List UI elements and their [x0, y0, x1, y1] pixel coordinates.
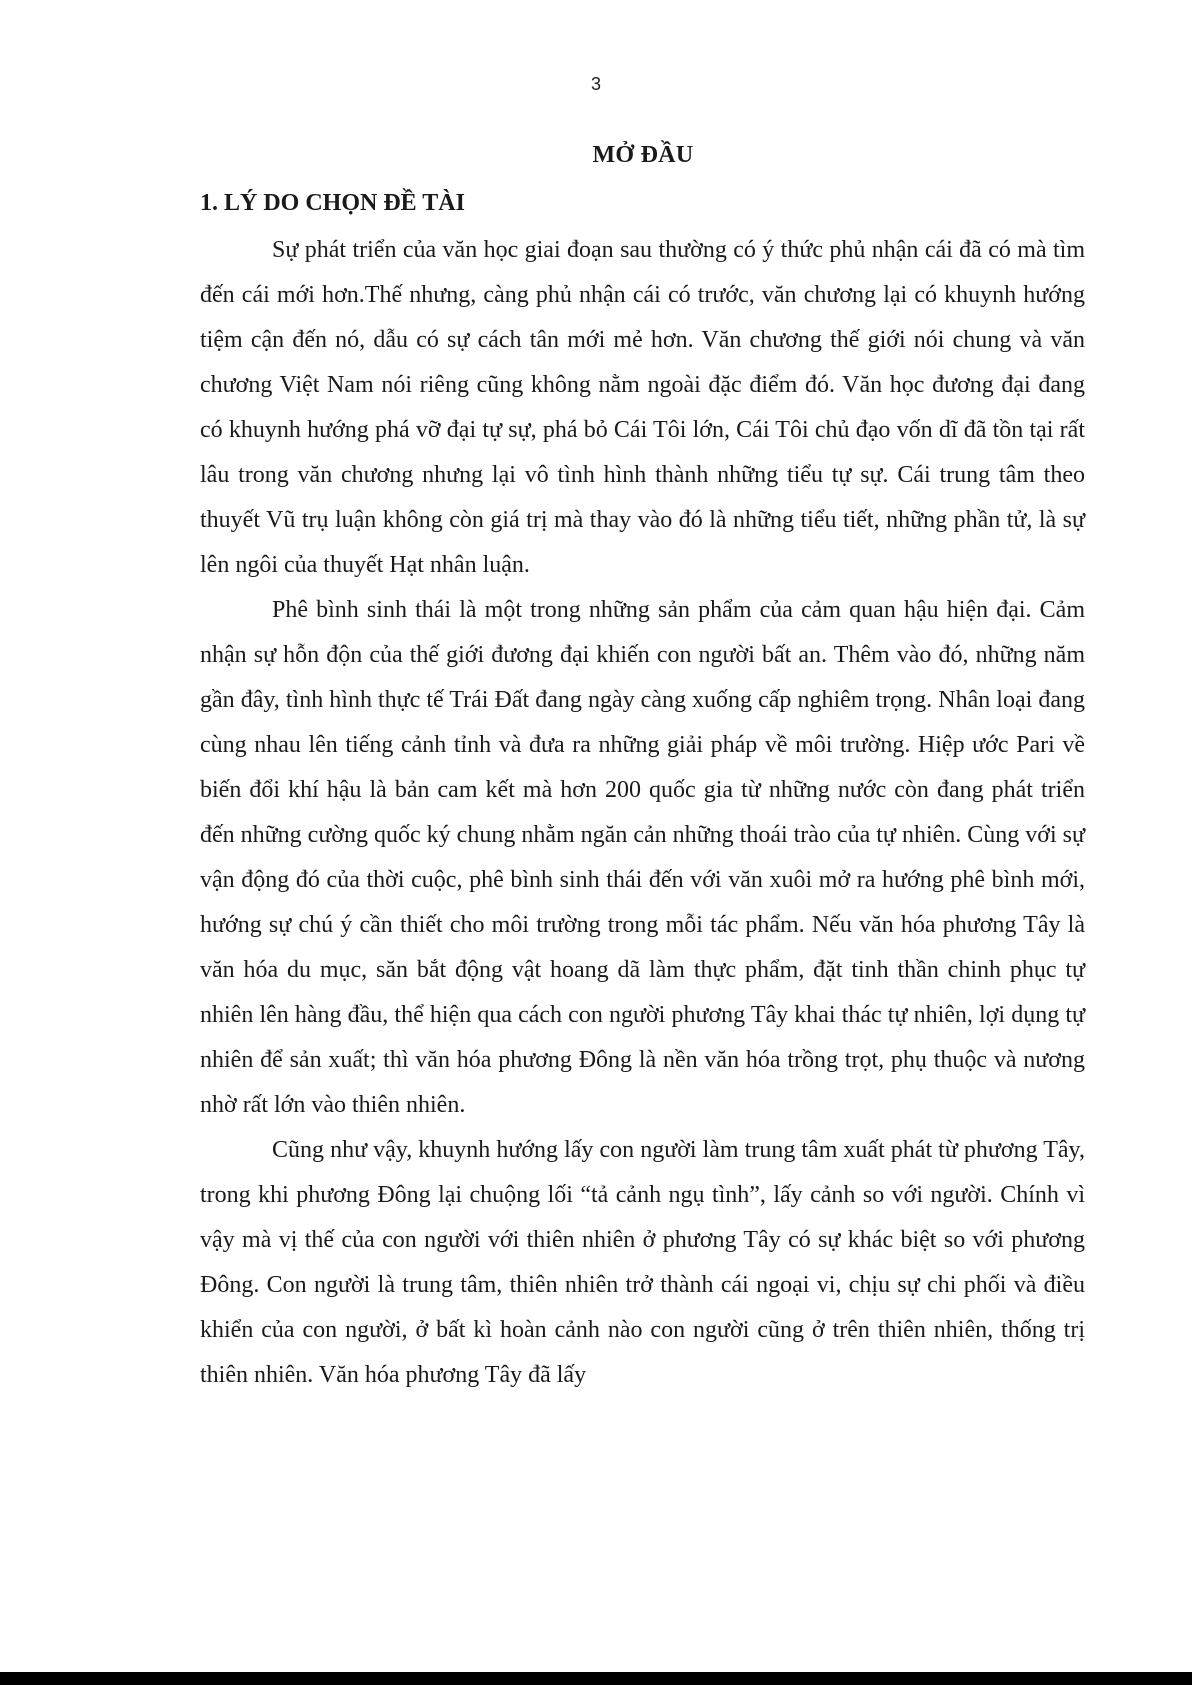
page-bottom-edge: [0, 1672, 1192, 1685]
page-number: 3: [590, 74, 601, 94]
page-title: MỞ ĐẦU: [592, 142, 694, 168]
paragraph-3: Cũng như vậy, khuynh hướng lấy con người làm trung tâm xuất phát từ phương Tây, trong khi phương Đông lại chuộng lối “tả cảnh ngụ tình”, lấy cảnh so với người. Chính vì vậy mà vị thế của con người với thiên nhiên ở phương Tây có sự khác biệt so với phương Đông. Con người là trung tâm, thiên nhiên trở thành cái ngoại vi, chịu sự chi phối và điều khiển của con người, ở bất kì hoàn cảnh nào con người cũng ở trên thiên nhiên, thống trị thiên nhiên. Văn hóa phương Tây đã lấy: [200, 1137, 1085, 1388]
paragraph-1: Sự phát triển của văn học giai đoạn sau thường có ý thức phủ nhận cái đã có mà tìm đến cái mới hơn.Thế nhưng, càng phủ nhận cái có trước, văn chương lại có khuynh hướng tiệm cận đến nó, dẫu có sự cách tân mới mẻ hơn. Văn chương thế giới nói chung và văn chương Việt Nam nói riêng cũng không nằm ngoài đặc điểm đó. Văn học đương đại đang có khuynh hướng phá vỡ đại tự sự, phá bỏ Cái Tôi lớn, Cái Tôi chủ đạo vốn dĩ đã tồn tại rất lâu trong văn chương nhưng lại vô tình hình thành những tiểu tự sự. Cái trung tâm theo thuyết Vũ trụ luận không còn giá trị mà thay vào đó là những tiểu tiết, những phần tử, là sự lên ngôi của thuyết Hạt nhân luận.: [200, 237, 1085, 578]
section-heading: 1. LÝ DO CHỌN ĐỀ TÀI: [200, 190, 465, 216]
paragraph-2: Phê bình sinh thái là một trong những sản phẩm của cảm quan hậu hiện đại. Cảm nhận sự hỗn độn của thế giới đương đại khiến con người bất an. Thêm vào đó, những năm gần đây, tình hình thực tế Trái Đất đang ngày càng xuống cấp nghiêm trọng. Nhân loại đang cùng nhau lên tiếng cảnh tỉnh và đưa ra những giải pháp về môi trường. Hiệp ước Pari về biến đổi khí hậu là bản cam kết mà hơn 200 quốc gia từ những nước còn đang phát triển đến những cường quốc ký chung nhằm ngăn cản những thoái trào của tự nhiên. Cùng với sự vận động đó của thời cuộc, phê bình sinh thái đến với văn xuôi mở ra hướng phê bình mới, hướng sự chú ý cần thiết cho môi trường trong mỗi tác phẩm. Nếu văn hóa phương Tây là văn hóa du mục, săn bắt động vật hoang dã làm thực phẩm, đặt tinh thần chinh phục tự nhiên lên hàng đầu, thể hiện qua cách con người phương Tây khai thác tự nhiên, lợi dụng tự nhiên để sản xuất; thì văn hóa phương Đông là nền văn hóa trồng trọt, phụ thuộc và nương nhờ rất lớn vào thiên nhiên.: [200, 597, 1085, 1118]
body-text: [200, 228, 1085, 1398]
